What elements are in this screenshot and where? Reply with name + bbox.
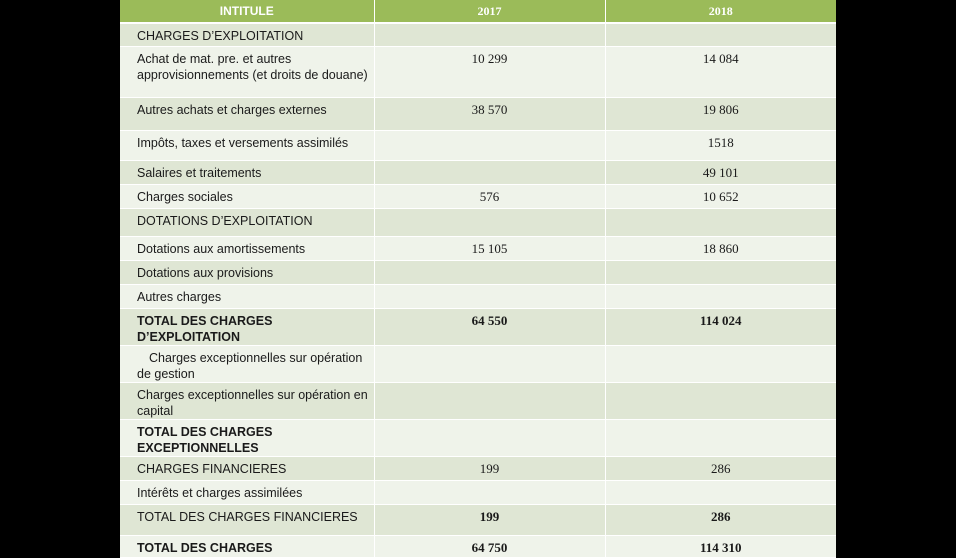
- row-label: DOTATIONS D’EXPLOITATION: [120, 208, 374, 236]
- row-label: TOTAL DES CHARGES EXCEPTIONNELLES: [120, 419, 374, 456]
- row-label: Impôts, taxes et versements assimilés: [120, 130, 374, 160]
- table-row: [120, 535, 836, 557]
- table-row: [120, 130, 836, 160]
- value-2018: [605, 260, 836, 284]
- table-row: [120, 284, 836, 308]
- value-2017: [374, 130, 605, 160]
- value-2018: 49 101: [605, 160, 836, 184]
- value-2018: [605, 208, 836, 236]
- value-2017: [374, 480, 605, 504]
- value-2018: 19 806: [605, 97, 836, 130]
- value-2018: 14 084: [605, 46, 836, 97]
- value-2017: 64 550: [374, 308, 605, 345]
- table-header-row: [120, 0, 836, 23]
- value-2018: [605, 23, 836, 46]
- value-2018: 18 860: [605, 236, 836, 260]
- header-2018: 2018: [605, 0, 836, 23]
- row-label: Charges exceptionnelles sur opération en capital: [120, 382, 374, 419]
- value-2018: 114 024: [605, 308, 836, 345]
- value-2017: [374, 382, 605, 419]
- table-row: [120, 382, 836, 419]
- row-label: Achat de mat. pre. et autres approvisionnements (et droits de douane): [120, 46, 374, 97]
- row-label: Salaires et traitements: [120, 160, 374, 184]
- row-label: Charges exceptionnelles sur opération de gestion: [120, 345, 374, 382]
- table-row: [120, 456, 836, 480]
- table-row: [120, 308, 836, 345]
- table-row: [120, 23, 836, 46]
- value-2017: [374, 160, 605, 184]
- value-2017: [374, 260, 605, 284]
- table-row: [120, 419, 836, 456]
- value-2017: 199: [374, 456, 605, 480]
- table-row: [120, 46, 836, 97]
- row-label: TOTAL DES CHARGES D’EXPLOITATION: [120, 308, 374, 345]
- row-label: TOTAL DES CHARGES: [120, 535, 374, 557]
- row-label: TOTAL DES CHARGES FINANCIERES: [120, 504, 374, 535]
- value-2018: 10 652: [605, 184, 836, 208]
- row-label: Autres charges: [120, 284, 374, 308]
- value-2017: 64 750: [374, 535, 605, 557]
- value-2017: 199: [374, 504, 605, 535]
- table-row: [120, 160, 836, 184]
- row-label: CHARGES D’EXPLOITATION: [120, 23, 374, 46]
- value-2017: 38 570: [374, 97, 605, 130]
- value-2018: 286: [605, 504, 836, 535]
- value-2017: [374, 419, 605, 456]
- table-row: [120, 345, 836, 382]
- value-2017: [374, 345, 605, 382]
- row-label: Dotations aux amortissements: [120, 236, 374, 260]
- header-2017: 2017: [374, 0, 605, 23]
- value-2018: 286: [605, 456, 836, 480]
- header-intitule: INTITULE: [120, 0, 374, 23]
- value-2018: [605, 284, 836, 308]
- row-label: Charges sociales: [120, 184, 374, 208]
- row-label: CHARGES FINANCIERES: [120, 456, 374, 480]
- table-row: [120, 480, 836, 504]
- row-label: Intérêts et charges assimilées: [120, 480, 374, 504]
- value-2017: [374, 208, 605, 236]
- table-row: [120, 184, 836, 208]
- table-row: [120, 236, 836, 260]
- value-2018: 114 310: [605, 535, 836, 557]
- value-2017: [374, 23, 605, 46]
- row-label: Autres achats et charges externes: [120, 97, 374, 130]
- value-2018: [605, 345, 836, 382]
- table-row: [120, 260, 836, 284]
- charges-table: [120, 0, 836, 558]
- value-2017: 10 299: [374, 46, 605, 97]
- value-2017: [374, 284, 605, 308]
- value-2017: 576: [374, 184, 605, 208]
- value-2018: [605, 419, 836, 456]
- table-row: [120, 504, 836, 535]
- value-2018: [605, 382, 836, 419]
- table-row: [120, 208, 836, 236]
- value-2017: 15 105: [374, 236, 605, 260]
- value-2018: 1518: [605, 130, 836, 160]
- value-2018: [605, 480, 836, 504]
- table-row: [120, 97, 836, 130]
- row-label: Dotations aux provisions: [120, 260, 374, 284]
